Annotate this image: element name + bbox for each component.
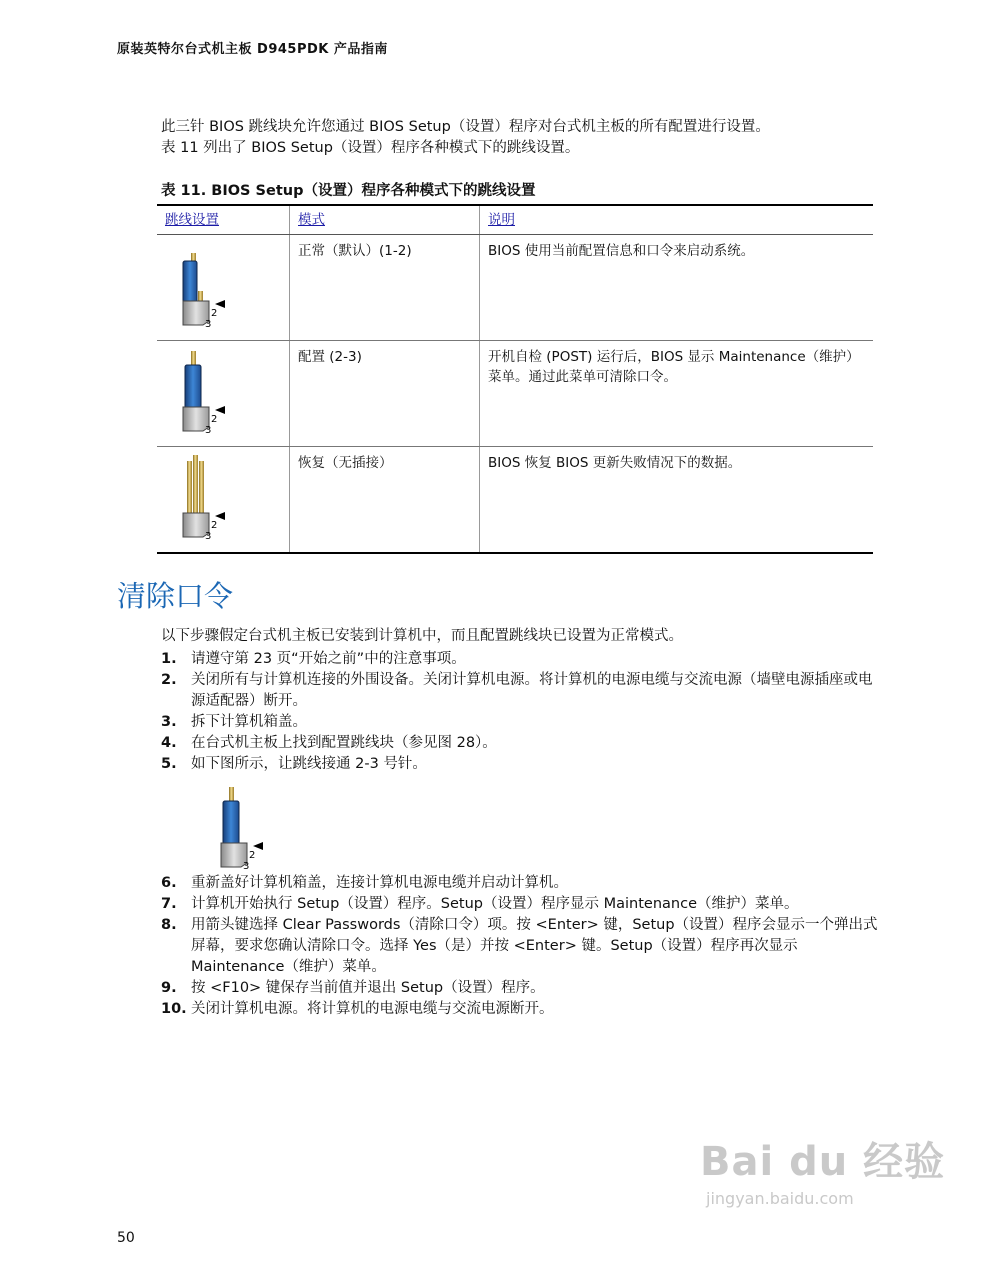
pin-label-2: 2	[211, 520, 218, 531]
step-text: 计算机开始执行 Setup（设置）程序。Setup（设置）程序显示 Maintenance（维护）菜单。	[191, 896, 799, 912]
header-mode	[290, 205, 480, 235]
jumper-setting-link[interactable]: 跳线设置	[165, 212, 219, 228]
step-text: 关闭所有与计算机连接的外围设备。关闭计算机电源。将计算机的电源电缆与交流电源（墙壁电源插座或电源适配器）断开。	[191, 672, 873, 709]
step-number: 2.	[161, 672, 177, 688]
clear-password-steps	[161, 649, 881, 1020]
step-number: 1.	[161, 651, 177, 667]
step-text: 拆下计算机箱盖。	[191, 714, 307, 730]
step-number: 9.	[161, 980, 177, 996]
step-number: 4.	[161, 735, 177, 751]
step-number: 10.	[161, 1001, 187, 1017]
watermark-url: jingyan.baidu.com	[706, 1189, 854, 1208]
mode-link[interactable]: 模式	[298, 212, 325, 228]
step-text: 用箭头键选择 Clear Passwords（清除口令）项。按 <Enter> 键，Setup（设置）程序会显示一个弹出式屏幕，要求您确认清除口令。选择 Yes（是）并按 <Enter> 键。Setup（设置）程序再次显示 Maintenance（维护）菜单。	[191, 917, 878, 975]
table-row	[157, 235, 873, 341]
pin1-marker-arrow	[215, 300, 225, 308]
step-text: 关闭计算机电源。将计算机的电源电缆与交流电源断开。	[191, 1001, 554, 1017]
intro-line-1: 此三针 BIOS 跳线块允许您通过 BIOS Setup（设置）程序对台式机主板的所有配置进行设置。	[161, 119, 770, 135]
step-number: 6.	[161, 875, 177, 891]
table-row	[157, 341, 873, 447]
list-item	[161, 873, 881, 894]
jumper-figure-cell	[157, 341, 290, 447]
pin-label-2: 2	[249, 850, 256, 861]
jumper-2-3-figure	[203, 781, 283, 871]
baidu-watermark	[700, 1130, 945, 1208]
pin-label-2: 2	[211, 414, 218, 425]
step-text: 请遵守第 23 页“开始之前”中的注意事项。	[191, 651, 466, 667]
step-text: 重新盖好计算机箱盖，连接计算机电源电缆并启动计算机。	[191, 875, 568, 891]
list-item	[161, 649, 881, 670]
jumper-figure-cell	[157, 235, 290, 341]
list-item	[161, 733, 881, 754]
list-item	[161, 999, 881, 1020]
table-row	[157, 447, 873, 554]
table-header-row	[157, 205, 873, 235]
list-item	[161, 978, 881, 999]
step-number: 8.	[161, 917, 177, 933]
pin-label-2: 2	[211, 308, 218, 319]
description-cell: BIOS 使用当前配置信息和口令来启动系统。	[480, 235, 874, 341]
step-text: 在台式机主板上找到配置跳线块（参见图 28）。	[191, 735, 497, 751]
mode-cell: 正常（默认）(1-2)	[290, 235, 480, 341]
jumper-figure-cell	[157, 447, 290, 554]
document-header: 原装英特尔台式机主板 D945PDK 产品指南	[117, 42, 388, 57]
pin-3	[199, 461, 204, 515]
intro-line-2: 表 11 列出了 BIOS Setup（设置）程序各种模式下的跳线设置。	[161, 140, 580, 156]
list-item	[161, 894, 881, 915]
jumper-recovery-figure	[165, 451, 245, 541]
step-figure	[161, 775, 881, 873]
pin-label-3: 3	[205, 319, 212, 329]
pin1-marker-arrow	[215, 406, 225, 414]
description-cell: 开机自检 (POST) 运行后，BIOS 显示 Maintenance（维护）菜单。通过此菜单可清除口令。	[480, 341, 874, 447]
list-item	[161, 712, 881, 733]
mode-cell: 配置 (2-3)	[290, 341, 480, 447]
pin1-marker-arrow	[215, 512, 225, 520]
jumper-cap	[183, 261, 197, 307]
step-number: 7.	[161, 896, 177, 912]
jumper-settings-table	[157, 204, 873, 554]
mode-cell: 恢复（无插接）	[290, 447, 480, 554]
pin-1	[187, 461, 192, 517]
step-number: 5.	[161, 756, 177, 772]
intro-paragraph	[161, 117, 770, 159]
list-item	[161, 670, 881, 712]
list-item	[161, 754, 881, 775]
pin-label-3: 3	[243, 861, 250, 871]
list-item	[161, 915, 881, 978]
pin1-marker-arrow	[253, 842, 263, 850]
page-number: 50	[117, 1230, 135, 1246]
description-cell: BIOS 恢复 BIOS 更新失败情况下的数据。	[480, 447, 874, 554]
section-intro: 以下步骤假定台式机主板已安装到计算机中，而且配置跳线块已设置为正常模式。	[161, 628, 683, 644]
step-text: 如下图所示，让跳线接通 2-3 号针。	[191, 756, 427, 772]
jumper-configure-figure	[165, 345, 245, 435]
jumper-normal-figure	[165, 239, 245, 329]
description-link[interactable]: 说明	[488, 212, 515, 228]
watermark-brand: Bai du 经验	[700, 1139, 946, 1185]
step-number: 3.	[161, 714, 177, 730]
table-caption: 表 11. BIOS Setup（设置）程序各种模式下的跳线设置	[161, 183, 536, 199]
section-title: 清除口令	[117, 579, 234, 613]
pin-label-3: 3	[205, 425, 212, 435]
header-description	[480, 205, 874, 235]
pin-2	[193, 455, 198, 515]
header-jumper-setting	[157, 205, 290, 235]
pin-label-3: 3	[205, 531, 212, 541]
step-text: 按 <F10> 键保存当前值并退出 Setup（设置）程序。	[191, 980, 545, 996]
